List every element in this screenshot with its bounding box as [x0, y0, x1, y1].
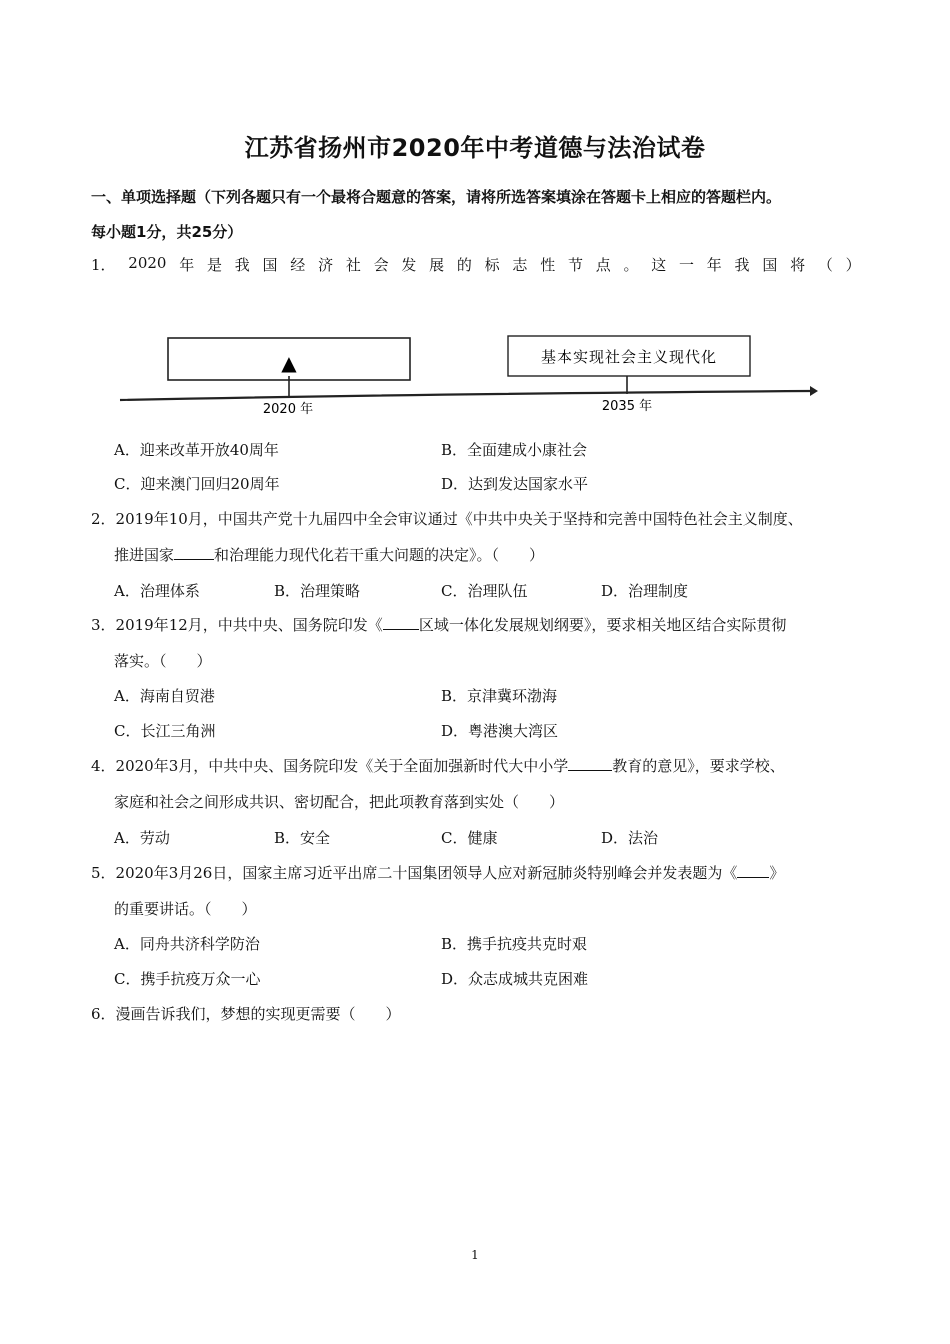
question-3-line-2: 落实。（ ）	[114, 652, 212, 670]
answer-blank	[568, 755, 612, 771]
question-2-line-1: 2．2019年10月，中国共产党十九届四中全会审议通过《中共中央关于坚持和完善中国特色社会主义制度、	[91, 510, 803, 528]
page-number: 1	[471, 1248, 479, 1262]
q1-stem-token: 展	[429, 256, 445, 274]
q1-stem-token: 年	[706, 256, 722, 274]
q1-option-d[interactable]: D．达到发达国家水平	[441, 475, 589, 493]
section-heading-score: 每小题1分，共25分）	[91, 223, 243, 241]
section-heading: 一、单项选择题（下列各题只有一个最将合题意的答案，请将所选答案填涂在答题卡上相应的答题栏内。	[91, 188, 782, 206]
q2-option-a[interactable]: A．治理体系	[114, 582, 200, 600]
q1-stem-token: 2020	[128, 254, 167, 272]
q1-stem-token: 标	[484, 256, 500, 274]
q1-stem-token: 经	[290, 256, 306, 274]
answer-blank	[174, 544, 214, 560]
q4-option-a[interactable]: A．劳动	[114, 829, 170, 847]
q5-option-b[interactable]: B．携手抗疫共克时艰	[441, 935, 588, 953]
q1-stem-token: 年	[179, 256, 195, 274]
q2-option-b[interactable]: B．治理策略	[274, 582, 361, 600]
q1-stem-token: 会	[373, 256, 389, 274]
q1-stem-token: 一	[679, 256, 695, 274]
q4-option-c[interactable]: C．健康	[441, 829, 498, 847]
q1-stem-token: 性	[540, 256, 556, 274]
q1-stem-token: 社	[345, 256, 361, 274]
timeline-goal-text: 基本实现社会主义现代化	[540, 348, 718, 366]
question-6-line-1: 6．漫画告诉我们，梦想的实现更需要（ ）	[91, 1005, 401, 1023]
arrow-head-icon	[810, 386, 818, 396]
q5-option-c[interactable]: C．携手抗疫万众一心	[114, 970, 261, 988]
page-title: 江苏省扬州市2020年中考道德与法治试卷	[244, 134, 706, 162]
question-1-timeline-figure	[110, 318, 830, 423]
q1-option-a[interactable]: A．迎来改革开放40周年	[114, 441, 279, 459]
q1-stem-token: 发	[401, 256, 417, 274]
q4-option-d[interactable]: D．法治	[601, 829, 659, 847]
q1-stem-token: （	[817, 256, 833, 274]
q1-stem-token: 点	[595, 256, 611, 274]
question-1-stem	[91, 254, 861, 275]
q1-stem-token: 的	[456, 256, 472, 274]
answer-blank	[737, 862, 769, 878]
q1-stem-token: 1．	[91, 256, 116, 274]
timeline-label-2035: 2035 年	[601, 399, 653, 414]
q5-option-d[interactable]: D．众志成城共克困难	[441, 970, 589, 988]
q1-stem-token: 是	[207, 256, 223, 274]
question-2-line-2: 推进国家 和治理能力现代化若干重大问题的决定》。（ ）	[114, 546, 545, 564]
q1-stem-token: 我	[734, 256, 750, 274]
q1-stem-token: 国	[262, 256, 278, 274]
q1-stem-token: 志	[512, 256, 528, 274]
q2-option-d[interactable]: D．治理制度	[601, 582, 689, 600]
q1-stem-token: 这	[651, 256, 667, 274]
triangle-marker-icon: ▲	[281, 351, 297, 375]
answer-blank	[383, 614, 419, 630]
q1-stem-token: ）	[845, 256, 861, 274]
q3-option-b[interactable]: B．京津冀环渤海	[441, 687, 558, 705]
q1-stem-token: 节	[567, 256, 583, 274]
q2-option-c[interactable]: C．治理队伍	[441, 582, 528, 600]
q3-option-c[interactable]: C．长江三角洲	[114, 722, 216, 740]
question-4-line-2: 家庭和社会之间形成共识、密切配合，把此项教育落到实处（ ）	[114, 793, 565, 811]
timeline-axis	[120, 391, 810, 400]
q1-stem-token: 。	[623, 256, 639, 274]
q1-option-b[interactable]: B．全面建成小康社会	[441, 441, 588, 459]
q1-stem-token: 国	[762, 256, 778, 274]
question-3-line-1: 3．2019年12月，中共中央、国务院印发《 区域一体化发展规划纲要》，要求相关地区结合实际贯彻	[91, 616, 787, 634]
q3-option-d[interactable]: D．粤港澳大湾区	[441, 722, 559, 740]
question-4-line-1: 4．2020年3月，中共中央、国务院印发《关于全面加强新时代大中小学 教育的意见》，要求学校、	[91, 757, 785, 775]
q5-option-a[interactable]: A．同舟共济科学防治	[114, 935, 260, 953]
q1-stem-token: 济	[318, 256, 334, 274]
question-5-line-1: 5．2020年3月26日，国家主席习近平出席二十国集团领导人应对新冠肺炎特别峰会并发表题为《 》	[91, 864, 785, 882]
q3-option-a[interactable]: A．海南自贸港	[114, 687, 215, 705]
q1-option-c[interactable]: C．迎来澳门回归20周年	[114, 475, 280, 493]
question-5-line-2: 的重要讲话。（ ）	[114, 900, 257, 918]
q4-option-b[interactable]: B．安全	[274, 829, 331, 847]
q1-stem-token: 将	[790, 256, 806, 274]
q1-stem-token: 我	[234, 256, 250, 274]
timeline-label-2020: 2020 年	[262, 402, 314, 417]
